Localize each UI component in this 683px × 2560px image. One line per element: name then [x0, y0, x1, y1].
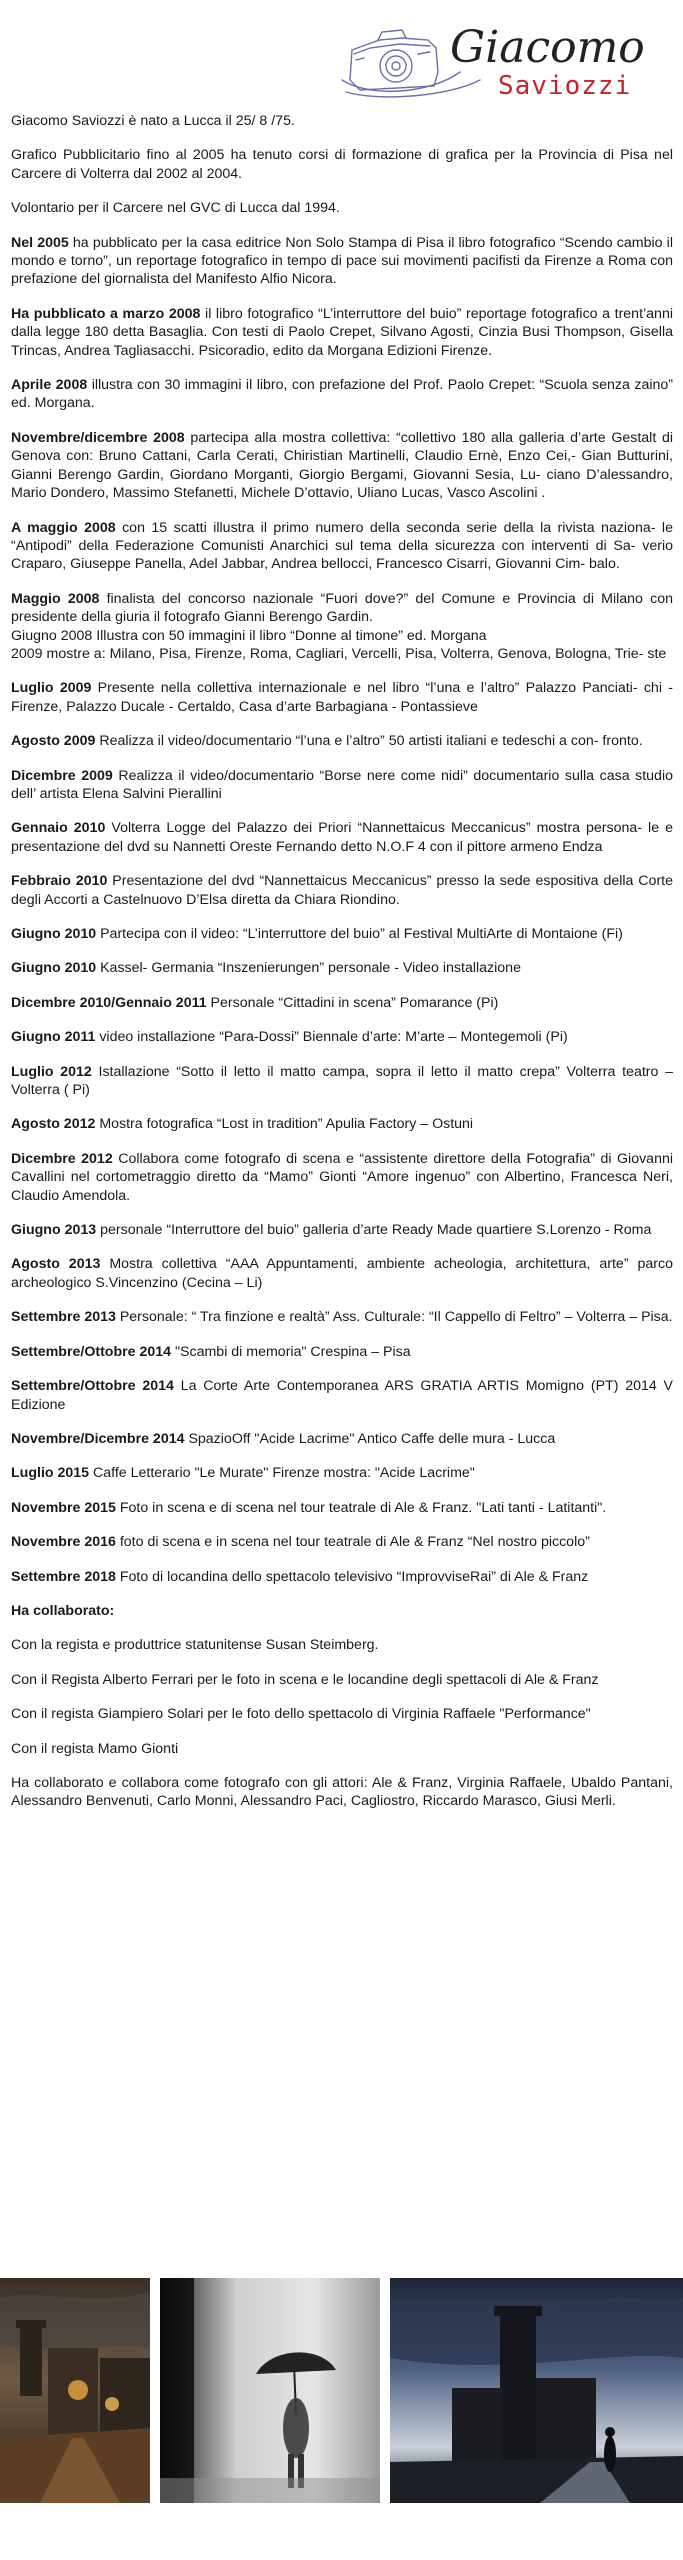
logo-last-name: Saviozzi: [498, 71, 632, 101]
logo[interactable]: [340, 10, 670, 102]
bio-paragraph: Agosto 2012 Mostra fotografica “Lost in tradition” Apulia Factory – Ostuni: [11, 1116, 474, 1133]
bio-paragraph: Grafico Pubblicitario fino al 2005 ha tenuto corsi di formazione di grafica per la Provincia di Pisa nel Carcere di Volterra dal 2002 al 2004.: [11, 147, 673, 182]
bio-paragraph: Novembre 2016 foto di scena e in scena nel tour teatrale di Ale & Franz “Nel nostro piccolo”: [11, 1534, 590, 1551]
bio-paragraph: Settembre/Ottobre 2014 "Scambi di memoria" Crespina – Pisa: [11, 1343, 411, 1360]
photo-umbrella-silhouette[interactable]: [160, 2278, 380, 2503]
bio-paragraph: Giugno 2010 Kassel- Germania “Inszenierungen” personale - Video installazione: [11, 960, 521, 977]
photo-stormy-tower[interactable]: [390, 2278, 683, 2503]
bio-paragraph: Novembre/Dicembre 2014 SpazioOff "Acide Lacrime" Antico Caffe delle mura - Lucca: [11, 1430, 556, 1447]
bio-paragraph: Novembre/dicembre 2008 partecipa alla mostra collettiva: “collettivo 180 alla galleria d’arte Gestalt di Genova con: Bruno Cattani, Carla Cerati, Chiristian Martinelli, Claudio Ernè, Enzo Cei,- Gian Butturini, Gianni Berengo Gardin, Giordano Morganti, Giorgio Bergami, Giovanni Sesia, Lu- ciano D’alessandro, Mario Dondero, Massimo Stefanetti, Michele D’ottavio, Uliano Lucas, Vasco Ascolini .: [11, 429, 673, 502]
bio-paragraph: A maggio 2008 con 15 scatti illustra il primo numero della seconda serie della la rivista naziona- le “Antipodi” della Federazione Comunisti Anarchici sul tema della sicurezza con interventi di Sa- verio Craparo, Giuseppe Panella, Adel Jabbar, Andrea bellocci, Francesco Cisarri, Giovanni Cim- balo.: [11, 519, 673, 573]
bio-paragraph: Febbraio 2010 Presentazione del dvd “Nannettaicus Meccanicus” presso la sede espositiva della Corte degli Accorti a Castelnuovo D’Elsa diretta da Chiara Riondino.: [11, 873, 673, 908]
bio-paragraph: Agosto 2013 Mostra collettiva “AAA Appuntamenti, ambiente acheologia, architettura, arte” parco archeologico S.Vincenzino (Cecina – Li): [11, 1256, 673, 1291]
bio-paragraph: Volontario per il Carcere nel GVC di Lucca dal 1994.: [11, 200, 340, 217]
bio-paragraph: Giugno 2011 video installazione “Para-Dossi” Biennale d’arte: M’arte – Montegemoli (Pi): [11, 1029, 568, 1046]
bio-paragraph: Dicembre 2009 Realizza il video/documentario “Borse nere come nidi” documentario sulla casa studio dell’ artista Elena Salvini Pierallini: [11, 767, 673, 802]
bio-paragraph: Novembre 2015 Foto in scena e di scena nel tour teatrale di Ale & Franz. "Lati tanti - Latitanti".: [11, 1499, 607, 1516]
collaborations-heading: Ha collaborato:: [11, 1602, 115, 1619]
bio-paragraph: Dicembre 2012 Collabora come fotografo di scena e “assistente direttore della Fotografia” di Giovanni Cavallini nel cortometraggio diretto da “Mamo” Gionti “Amore ingenuo” con Albertino, Francesca Neri, Claudio Amendola.: [11, 1150, 674, 1204]
bio-paragraph: Giacomo Saviozzi è nato a Lucca il 25/ 8 /75.: [11, 113, 295, 129]
bio-paragraph: Dicembre 2010/Gennaio 2011 Personale “Cittadini in scena” Pomarance (Pi): [11, 994, 499, 1011]
biography: [11, 112, 673, 1827]
bio-paragraph: Ha pubblicato a marzo 2008 il libro fotografico “L’interruttore del buio” reportage fotografico a trent’anni dalla legge 180 detta Basaglia. Con testi di Paolo Crepet, Silvano Agosti, Cinzia Busi Thompson, Gisella Trincas, Andrea Tagliasacchi. Psicoradio, edito da Morgana Edizioni Firenze.: [11, 305, 673, 359]
bio-paragraph: Con il Regista Alberto Ferrari per le foto in scena e le locandine degli spettacoli di Ale & Franz: [11, 1671, 599, 1688]
bio-paragraph: Aprile 2008 illustra con 30 immagini il libro, con prefazione del Prof. Paolo Crepet: “Scuola senza zaino” ed. Morgana.: [11, 377, 673, 412]
photo-castle-street[interactable]: [0, 2278, 150, 2503]
bio-paragraph: Ha collaborato e collabora come fotografo con gli attori: Ale & Franz, Virginia Raffaele, Ubaldo Pantani, Alessandro Benvenuti, Carlo Monni, Alessandro Paci, Cagliostro, Riccardo Marasco, Giusi Merli.: [11, 1774, 673, 1810]
bio-paragraph: Gennaio 2010 Volterra Logge del Palazzo dei Priori “Nannettaicus Meccanicus” mostra persona- le e presentazione del dvd su Nannetti Oreste Fernando detto N.O.F 4 con il pittore armeno Endza: [11, 820, 674, 855]
bio-paragraph: Settembre 2013 Personale: “ Tra finzione e realtà” Ass. Culturale: “Il Cappello di Feltro” – Volterra – Pisa.: [11, 1309, 673, 1326]
bio-paragraph: Luglio 2015 Caffe Letterario "Le Murate" Firenze mostra: "Acide Lacrime": [11, 1465, 475, 1482]
bio-paragraph: Con la regista e produttrice statunitense Susan Steimberg.: [11, 1637, 379, 1654]
logo-first-name: Giacomo: [450, 22, 645, 73]
bio-paragraph: Agosto 2009 Realizza il video/documentario “l’una e l’altro” 50 artisti italiani e tedeschi a con- fronto.: [11, 733, 643, 750]
bio-paragraph: Settembre/Ottobre 2014 La Corte Arte Contemporanea ARS GRATIA ARTIS Momigno (PT) 2014 V Edizione: [11, 1378, 674, 1413]
bio-paragraph: Luglio 2009 Presente nella collettiva internazionale e nel libro “l’una e l’altro” Palazzo Panciati- chi - Firenze, Palazzo Ducale - Certaldo, Casa d’arte Barbagiana - Pontassieve: [11, 680, 673, 715]
bio-paragraph: Giugno 2010 Partecipa con il video: “L’interruttore del buio” al Festival MultiArte di Montaione (Fi): [11, 926, 623, 942]
page-header: [0, 0, 683, 105]
bio-paragraph: Con il regista Mamo Gionti: [11, 1740, 179, 1757]
bio-paragraph: Maggio 2008 finalista del concorso nazionale “Fuori dove?” del Comune e Provincia di Milano con presidente della giuria il fotografo Gianni Berengo Gardin. Giugno 2008 Illustra con 50 immagini il libro “Donne al timone” ed. Morgana 2009 mostre a: Milano, Pisa, Firenze, Roma, Cagliari, Vercelli, Pisa, Volterra, Genova, Bologna, Trie- ste: [11, 590, 673, 662]
bio-paragraph: Nel 2005 ha pubblicato per la casa editrice Non Solo Stampa di Pisa il libro fotografico “Scendo cambio il mondo e torno”, un reportage fotografico in tempo di pace sui movimenti pacifisti da Firenze a Roma con prefazione del giornalista del Manifesto Alfio Nicora.: [11, 234, 673, 288]
photo-strip: [0, 2278, 683, 2508]
bio-paragraph: Settembre 2018 Foto di locandina dello spettacolo televisivo “ImprovviseRai” di Ale & Franz: [11, 1568, 589, 1585]
bio-paragraph: Luglio 2012 Istallazione “Sotto il letto il matto campa, sopra il letto il matto crepa” Volterra teatro – Volterra ( Pi): [11, 1063, 673, 1099]
bio-paragraph: Giugno 2013 personale “Interruttore del buio” galleria d’arte Ready Made quartiere S.Lorenzo - Roma: [11, 1222, 652, 1239]
bio-paragraph: Con il regista Giampiero Solari per le foto dello spettacolo di Virginia Raffaele "Performance": [11, 1706, 591, 1723]
